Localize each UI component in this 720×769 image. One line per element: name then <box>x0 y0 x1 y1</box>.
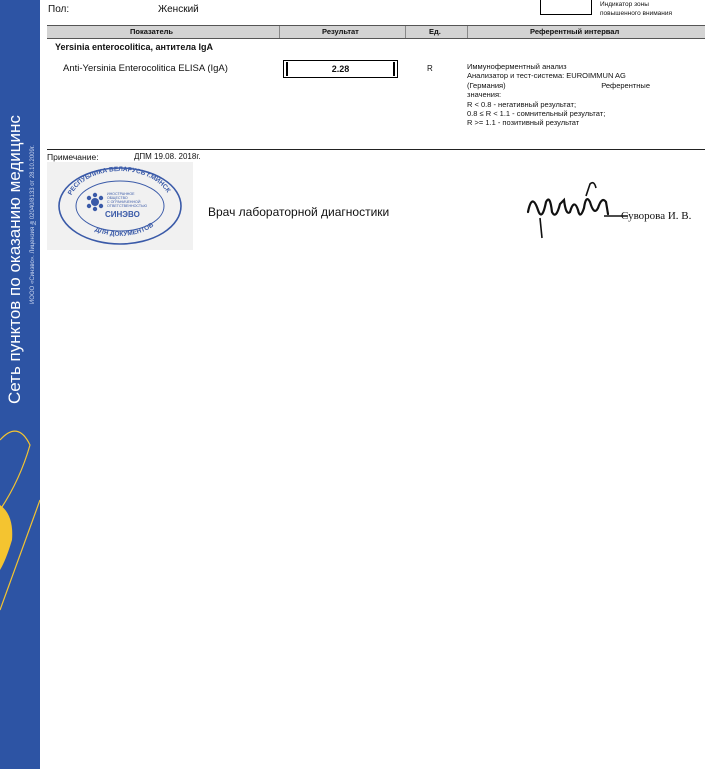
reference-line: значения: <box>467 90 502 100</box>
stamp-line: ОБЩЕСТВО <box>107 196 128 200</box>
stamp-line: С ОГРАНИЧЕННОЙ <box>107 200 141 204</box>
stamp-brand: СИНЭВО <box>105 210 140 219</box>
stamp-bottom-text: ДЛЯ ДОКУМЕНТОВ <box>93 221 155 238</box>
result-unit: R <box>427 64 433 73</box>
doctor-name: Суворова И. В. <box>621 210 692 222</box>
results-table-header <box>47 25 705 39</box>
reference-line: 0.8 ≤ R < 1.1 - сомнительный результат; <box>467 109 606 119</box>
side-band-title: Сеть пунктов по оказанию медицинс <box>5 115 24 404</box>
lab-stamp <box>57 166 183 246</box>
reference-line: Референтные <box>601 80 650 90</box>
attention-indicator-legend <box>600 0 710 18</box>
side-band-license: ИООО «Синэво». Лицензия №02040/8133 от 28.10.2009г. <box>30 145 36 304</box>
sex-label: Пол: <box>48 4 70 15</box>
reference-line: Иммуноферментный анализ <box>467 62 567 71</box>
stamp-line: ОТВЕТСТВЕННОСТЬЮ <box>107 204 148 208</box>
divider <box>47 149 705 150</box>
signature-mark <box>520 172 630 242</box>
reference-interval <box>467 62 712 128</box>
stamp-area <box>47 162 193 250</box>
header-result: Результат <box>322 27 359 36</box>
attention-indicator-box <box>540 0 592 15</box>
side-band <box>0 0 40 769</box>
signature-area <box>520 172 710 250</box>
indicator-legend-line2: повышенного внимания <box>600 10 673 17</box>
indicator-legend-line1: Индикатор зоны <box>600 1 649 8</box>
stamp-line: ИНОСТРАННОЕ <box>107 192 135 196</box>
stamp-top-text: РЕСПУБЛИКА БЕЛАРУСЬ г.МИНСК <box>66 166 172 197</box>
reference-line: (Германия) <box>467 80 506 90</box>
note-label: Примечание: <box>47 152 99 162</box>
header-reference: Референтный интервал <box>530 27 620 36</box>
test-name: Anti-Yersinia Enterocolitica ELISA (IgA) <box>63 63 228 74</box>
note-value: ДПМ 19.08. 2018г. <box>134 152 201 161</box>
header-unit: Ед. <box>429 27 441 36</box>
svg-text:ДЛЯ ДОКУМЕНТОВ <box>94 221 155 237</box>
sex-value: Женский <box>158 4 199 15</box>
reference-line: R < 0.8 - негативный результат; <box>467 99 577 109</box>
header-indicator: Показатель <box>130 27 174 36</box>
reference-line: R >= 1.1 - позитивный результат <box>467 118 580 128</box>
doctor-title: Врач лабораторной диагностики <box>208 205 390 219</box>
side-band-decoration <box>0 400 40 769</box>
result-value: 2.28 <box>283 60 398 78</box>
reference-line: Анализатор и тест-система: EUROIMMUN AG <box>467 71 626 81</box>
test-group-title: Yersinia enterocolitica, антитела IgA <box>55 42 214 52</box>
